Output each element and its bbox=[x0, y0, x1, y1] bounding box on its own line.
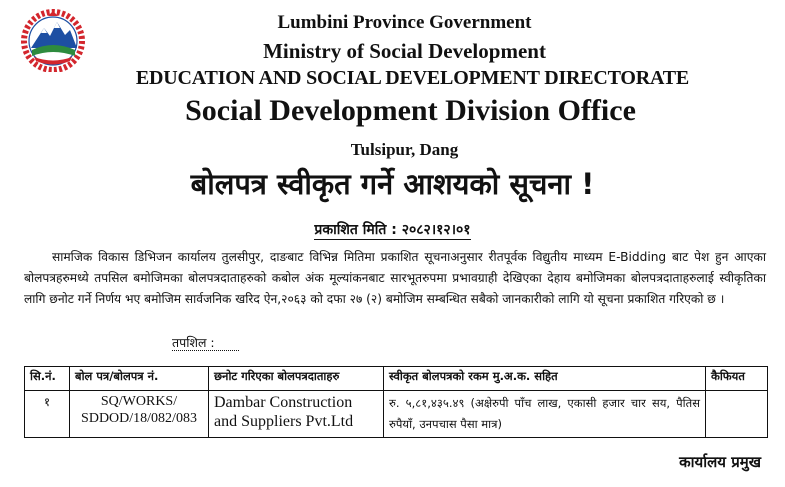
cell-bid-number: SQ/WORKS/ SDDOD/18/082/083 bbox=[70, 391, 209, 438]
header-bidder: छनोट गरिएका बोलपत्रदाताहरु bbox=[209, 367, 384, 391]
signature-office-chief: कार्यालय प्रमुख bbox=[679, 453, 761, 471]
selected-bidders-table bbox=[24, 366, 768, 438]
header-bid-number: बोल पत्र/बोलपत्र नं. bbox=[70, 367, 209, 391]
table-header-row bbox=[25, 367, 768, 391]
header-remarks: कैफियत bbox=[706, 367, 768, 391]
ministry-name: Ministry of Social Development bbox=[263, 39, 546, 63]
notice-body-wrap bbox=[24, 247, 766, 310]
schedule-label: तपशिल : bbox=[172, 335, 239, 351]
province-name: Lumbini Province Government bbox=[277, 12, 532, 33]
notice-title: बोलपत्र स्वीकृत गर्ने आशयको सूचना ! bbox=[190, 167, 595, 201]
cell-amount: रु. ५,८१,४३५.४९ (अक्षेरुपी पाँच लाख, एकासी हजार चार सय, पैतिस रुपैयाँ, उनपचास पैसा मात्र) bbox=[384, 391, 706, 438]
cell-serial: १ bbox=[25, 391, 70, 438]
cell-remarks bbox=[706, 391, 768, 438]
published-date: प्रकाशित मिति : २०८२।१२।०१ bbox=[314, 222, 471, 238]
office-location: Tulsipur, Dang bbox=[350, 140, 459, 159]
schedule-label-wrap bbox=[172, 334, 239, 351]
office-name: Social Development Division Office bbox=[185, 94, 636, 127]
header-amount: स्वीकृत बोलपत्रको रकम मु.अ.क. सहित bbox=[384, 367, 706, 391]
directorate-name: EDUCATION AND SOCIAL DEVELOPMENT DIRECTORATE bbox=[135, 67, 690, 89]
table-row bbox=[25, 391, 768, 438]
header-serial: सि.नं. bbox=[25, 367, 70, 391]
published-date-wrap bbox=[0, 220, 785, 239]
notice-body: सामजिक विकास डिभिजन कार्यालय तुलसीपुर, दाङबाट विभिन्न मितिमा प्रकाशित सूचनाअनुसार रीतपूर्वक विद्युतीय माध्यम E-Bidding बाट पेश हुन आएका बोलपत्रहरुमध्ये तपसिल बमोजिमका बोलपत्रदाताहरुको कबोल अंक मूल्यांकनबाट सारभूतरुपमा प्रभावग्राही देखिएका देहाय बमोजिमका बोलपत्रदाताहरुलाई स्वीकृतिका लागि छनोट गर्ने निर्णय भए बमोजिम सार्वजनिक खरिद ऐन,२०६३ को दफा २७ (२) बमोजिम सम्बन्धित सबैको जानकारीको लागि यो सूचना प्रकाशित गरिएको छ । bbox=[24, 250, 766, 306]
cell-bidder: Dambar Construction and Suppliers Pvt.Ltd bbox=[209, 391, 384, 438]
